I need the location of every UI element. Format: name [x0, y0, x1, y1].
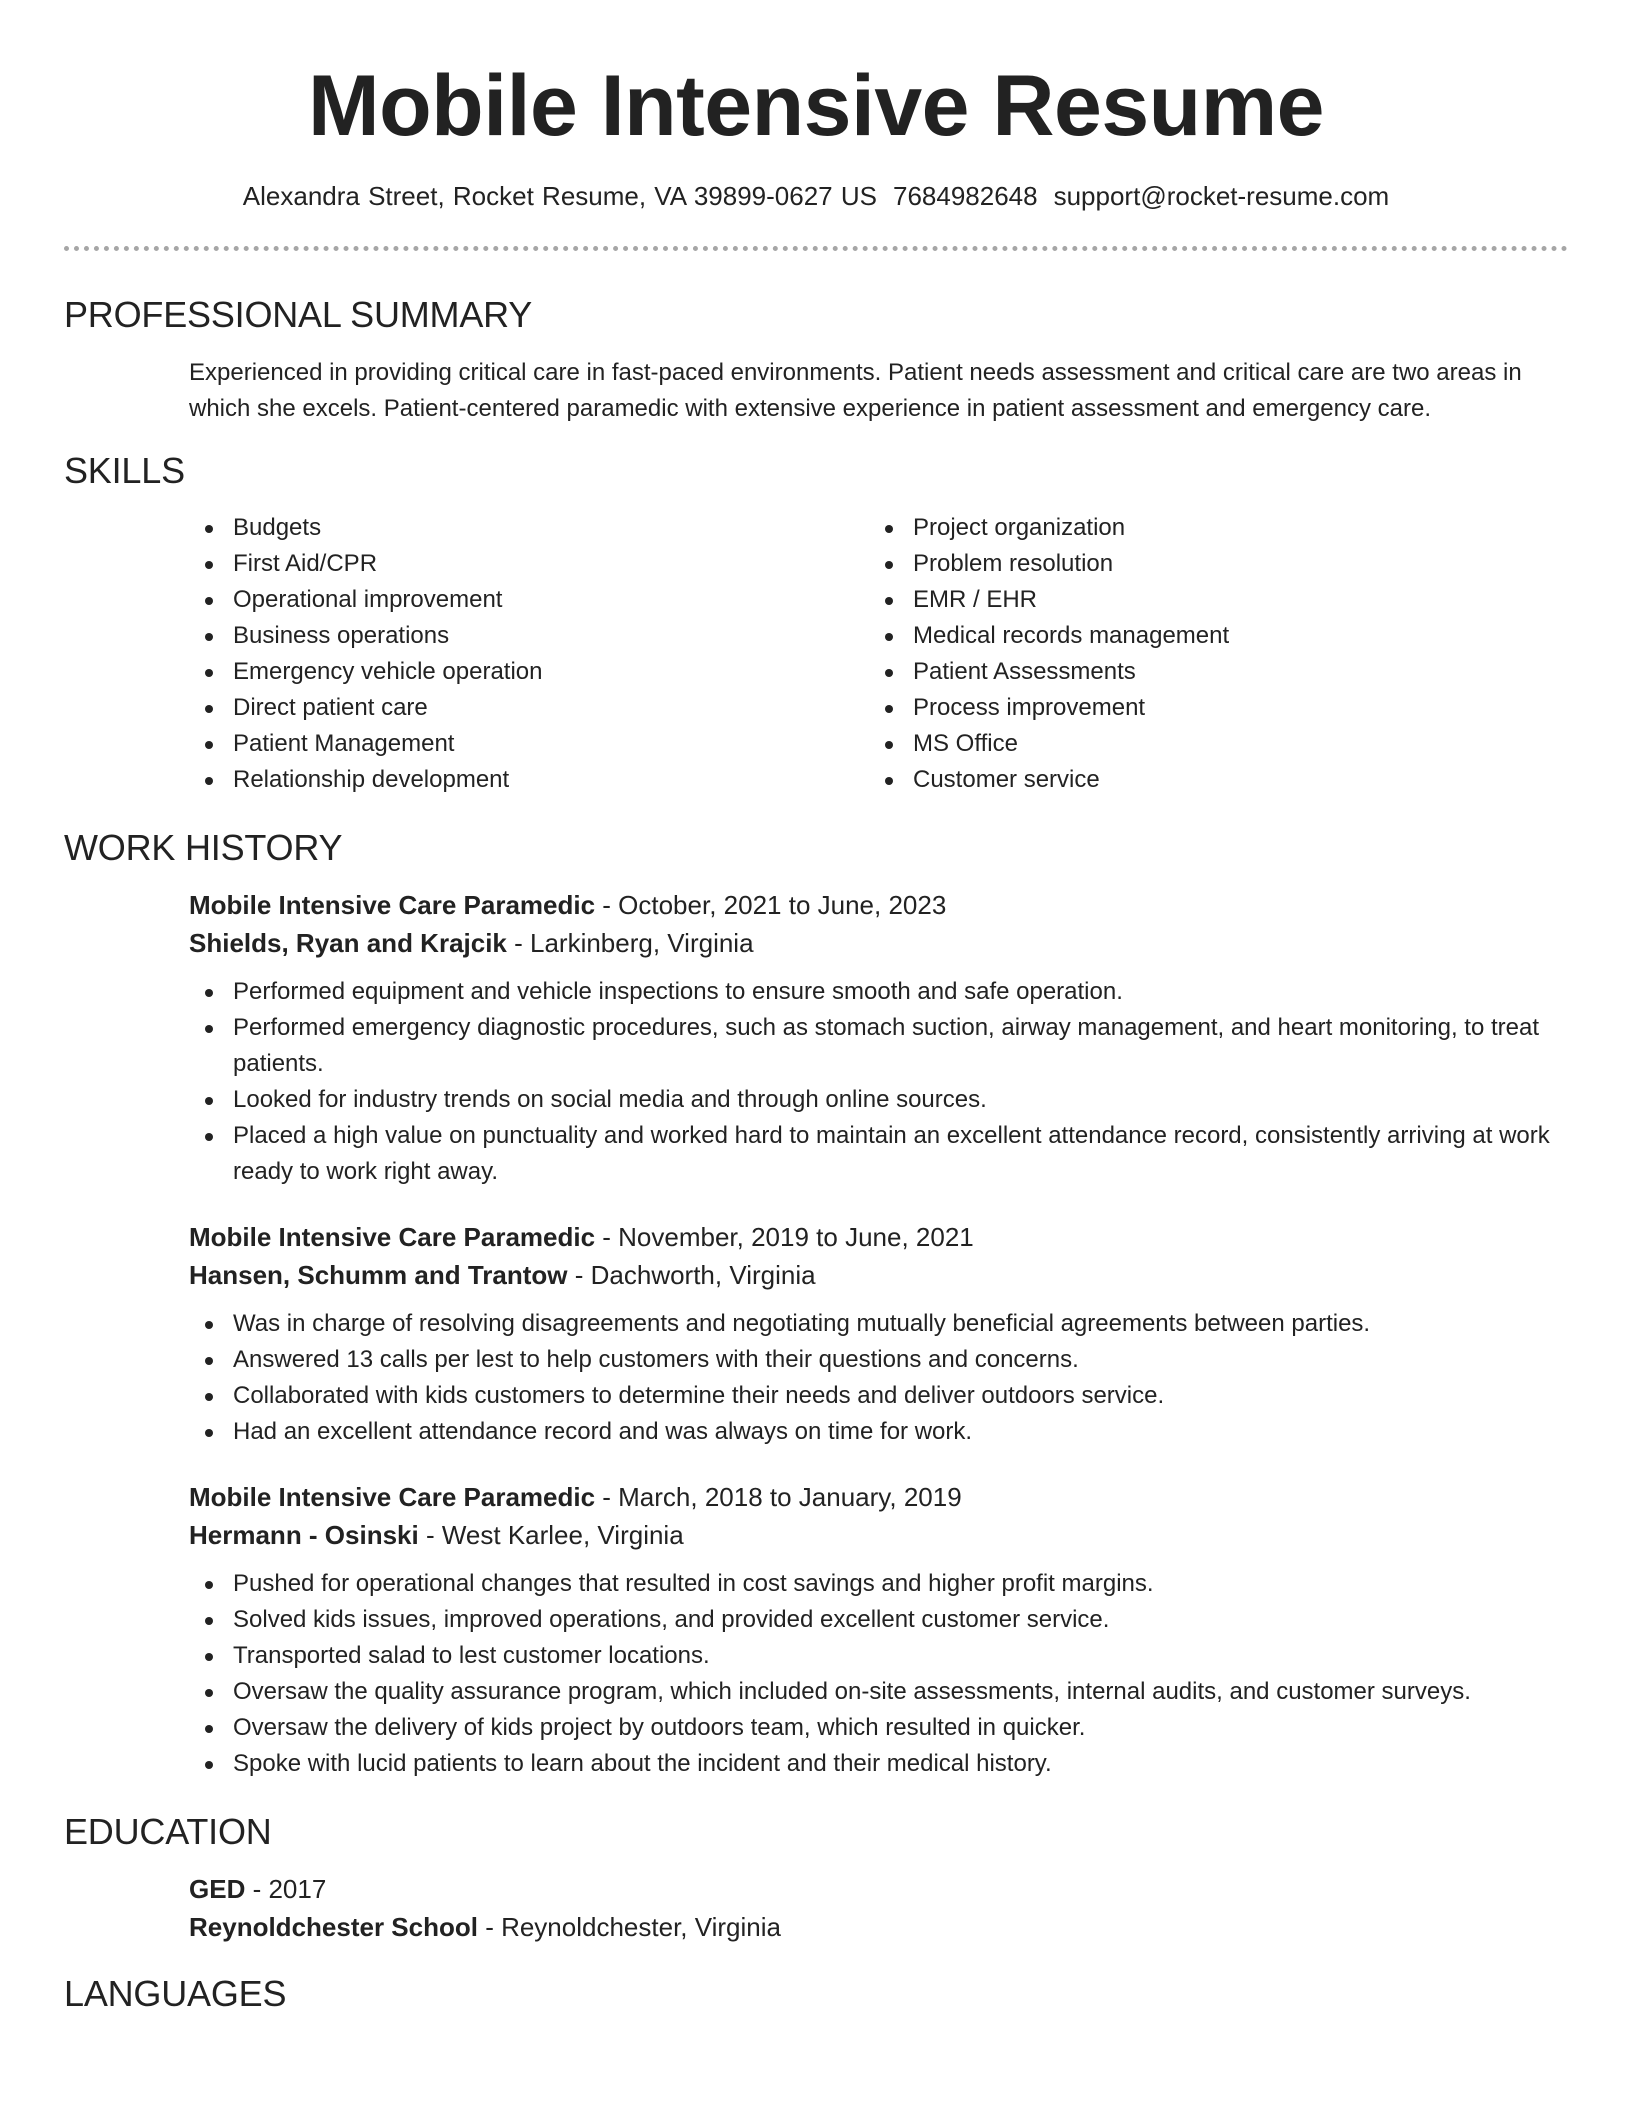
job-company-line — [189, 1516, 1568, 1554]
skill-item: Budgets — [189, 510, 869, 546]
skills-section — [64, 449, 1568, 798]
job-bullet: Placed a high value on punctuality and worked hard to maintain an excellent attendance record, consistently arriving at work ready to work right away. — [189, 1118, 1568, 1190]
skill-item: Problem resolution — [869, 546, 1549, 582]
skill-item: EMR / EHR — [869, 582, 1549, 618]
skill-item: First Aid/CPR — [189, 546, 869, 582]
skill-item: Customer service — [869, 762, 1549, 798]
languages-section — [64, 1972, 1568, 2016]
job-bullet: Looked for industry trends on social media and through online sources. — [189, 1082, 1568, 1118]
job-bullet: Solved kids issues, improved operations, and provided excellent customer service. — [189, 1602, 1568, 1638]
job-bullets — [189, 974, 1568, 1190]
education-section — [64, 1810, 1568, 1946]
education-location: - Reynoldchester, Virginia — [477, 1912, 781, 1942]
education-degree: GED — [189, 1874, 246, 1904]
job-location: - West Karlee, Virginia — [418, 1520, 684, 1550]
contact-email: support@rocket-resume.com — [1053, 181, 1390, 211]
skill-item: Project organization — [869, 510, 1549, 546]
skills-right-list — [869, 510, 1549, 798]
job-company-line — [189, 1256, 1568, 1294]
header-divider — [64, 246, 1568, 251]
skill-item: Relationship development — [189, 762, 869, 798]
skills-heading: SKILLS — [64, 450, 185, 491]
skills-columns — [189, 510, 1568, 798]
skill-item: Medical records management — [869, 618, 1549, 654]
job-company: Hermann - Osinski — [189, 1520, 419, 1550]
job-bullets — [189, 1306, 1568, 1450]
skill-item: Patient Assessments — [869, 654, 1549, 690]
resume-page — [64, 0, 1568, 2112]
job-location: - Larkinberg, Virginia — [506, 928, 754, 958]
job-bullet: Had an excellent attendance record and was always on time for work. — [189, 1414, 1568, 1450]
education-school: Reynoldchester School — [189, 1912, 478, 1942]
job-bullet: Performed emergency diagnostic procedures, such as stomach suction, airway management, and heart monitoring, to treat patients. — [189, 1010, 1568, 1082]
job-dates: - October, 2021 to June, 2023 — [595, 890, 947, 920]
summary-section — [64, 293, 1568, 427]
job-title: Mobile Intensive Care Paramedic — [189, 1222, 596, 1252]
contact-line — [64, 180, 1568, 212]
skill-item: MS Office — [869, 726, 1549, 762]
skills-left-list — [189, 510, 869, 798]
languages-heading: LANGUAGES — [64, 1973, 287, 2014]
resume-title: Mobile Intensive Resume — [307, 58, 1324, 154]
job-bullet: Oversaw the delivery of kids project by outdoors team, which resulted in quicker. — [189, 1710, 1568, 1746]
skill-item: Process improvement — [869, 690, 1549, 726]
job-location: - Dachworth, Virginia — [567, 1260, 816, 1290]
job-bullet: Was in charge of resolving disagreements and negotiating mutually beneficial agreements between parties. — [189, 1306, 1568, 1342]
job-bullet: Transported salad to lest customer locations. — [189, 1638, 1568, 1674]
job-bullet: Collaborated with kids customers to determine their needs and deliver outdoors service. — [189, 1378, 1568, 1414]
job-bullet: Oversaw the quality assurance program, which included on-site assessments, internal audits, and customer surveys. — [189, 1674, 1568, 1710]
skill-item: Operational improvement — [189, 582, 869, 618]
education-entry — [189, 1870, 1568, 1946]
education-degree-line — [189, 1870, 1568, 1908]
job-title-line — [189, 1218, 1568, 1256]
contact-address: Alexandra Street, Rocket Resume, VA 39899-0627 US — [242, 181, 877, 211]
job-bullet: Pushed for operational changes that resulted in cost savings and higher profit margins. — [189, 1566, 1568, 1602]
job-bullet: Performed equipment and vehicle inspections to ensure smooth and safe operation. — [189, 974, 1568, 1010]
skill-item: Patient Management — [189, 726, 869, 762]
job-entry — [189, 1478, 1568, 1782]
job-company: Shields, Ryan and Krajcik — [189, 928, 507, 958]
job-title-line — [189, 886, 1568, 924]
contact-phone: 7684982648 — [892, 181, 1038, 211]
job-entry — [189, 1218, 1568, 1450]
job-title: Mobile Intensive Care Paramedic — [189, 890, 596, 920]
summary-heading: PROFESSIONAL SUMMARY — [64, 294, 533, 335]
job-company: Hansen, Schumm and Trantow — [189, 1260, 568, 1290]
job-dates: - November, 2019 to June, 2021 — [595, 1222, 974, 1252]
job-bullet: Spoke with lucid patients to learn about the incident and their medical history. — [189, 1746, 1568, 1782]
summary-text: Experienced in providing critical care in fast-paced environments. Patient needs assessment and critical care are two areas in which she excels. Patient-centered paramedic with extensive experience in patient assessment and emergency care. — [189, 359, 1522, 422]
job-title: Mobile Intensive Care Paramedic — [189, 1482, 596, 1512]
education-year: - 2017 — [245, 1874, 327, 1904]
job-bullets — [189, 1566, 1568, 1782]
work-history-heading: WORK HISTORY — [64, 827, 343, 868]
job-title-line — [189, 1478, 1568, 1516]
job-company-line — [189, 924, 1568, 962]
education-school-line — [189, 1908, 1568, 1946]
skill-item: Direct patient care — [189, 690, 869, 726]
work-history-section — [64, 826, 1568, 1782]
job-dates: - March, 2018 to January, 2019 — [595, 1482, 962, 1512]
job-entry — [189, 886, 1568, 1190]
education-heading: EDUCATION — [64, 1811, 272, 1852]
skill-item: Business operations — [189, 618, 869, 654]
job-bullet: Answered 13 calls per lest to help customers with their questions and concerns. — [189, 1342, 1568, 1378]
skill-item: Emergency vehicle operation — [189, 654, 869, 690]
